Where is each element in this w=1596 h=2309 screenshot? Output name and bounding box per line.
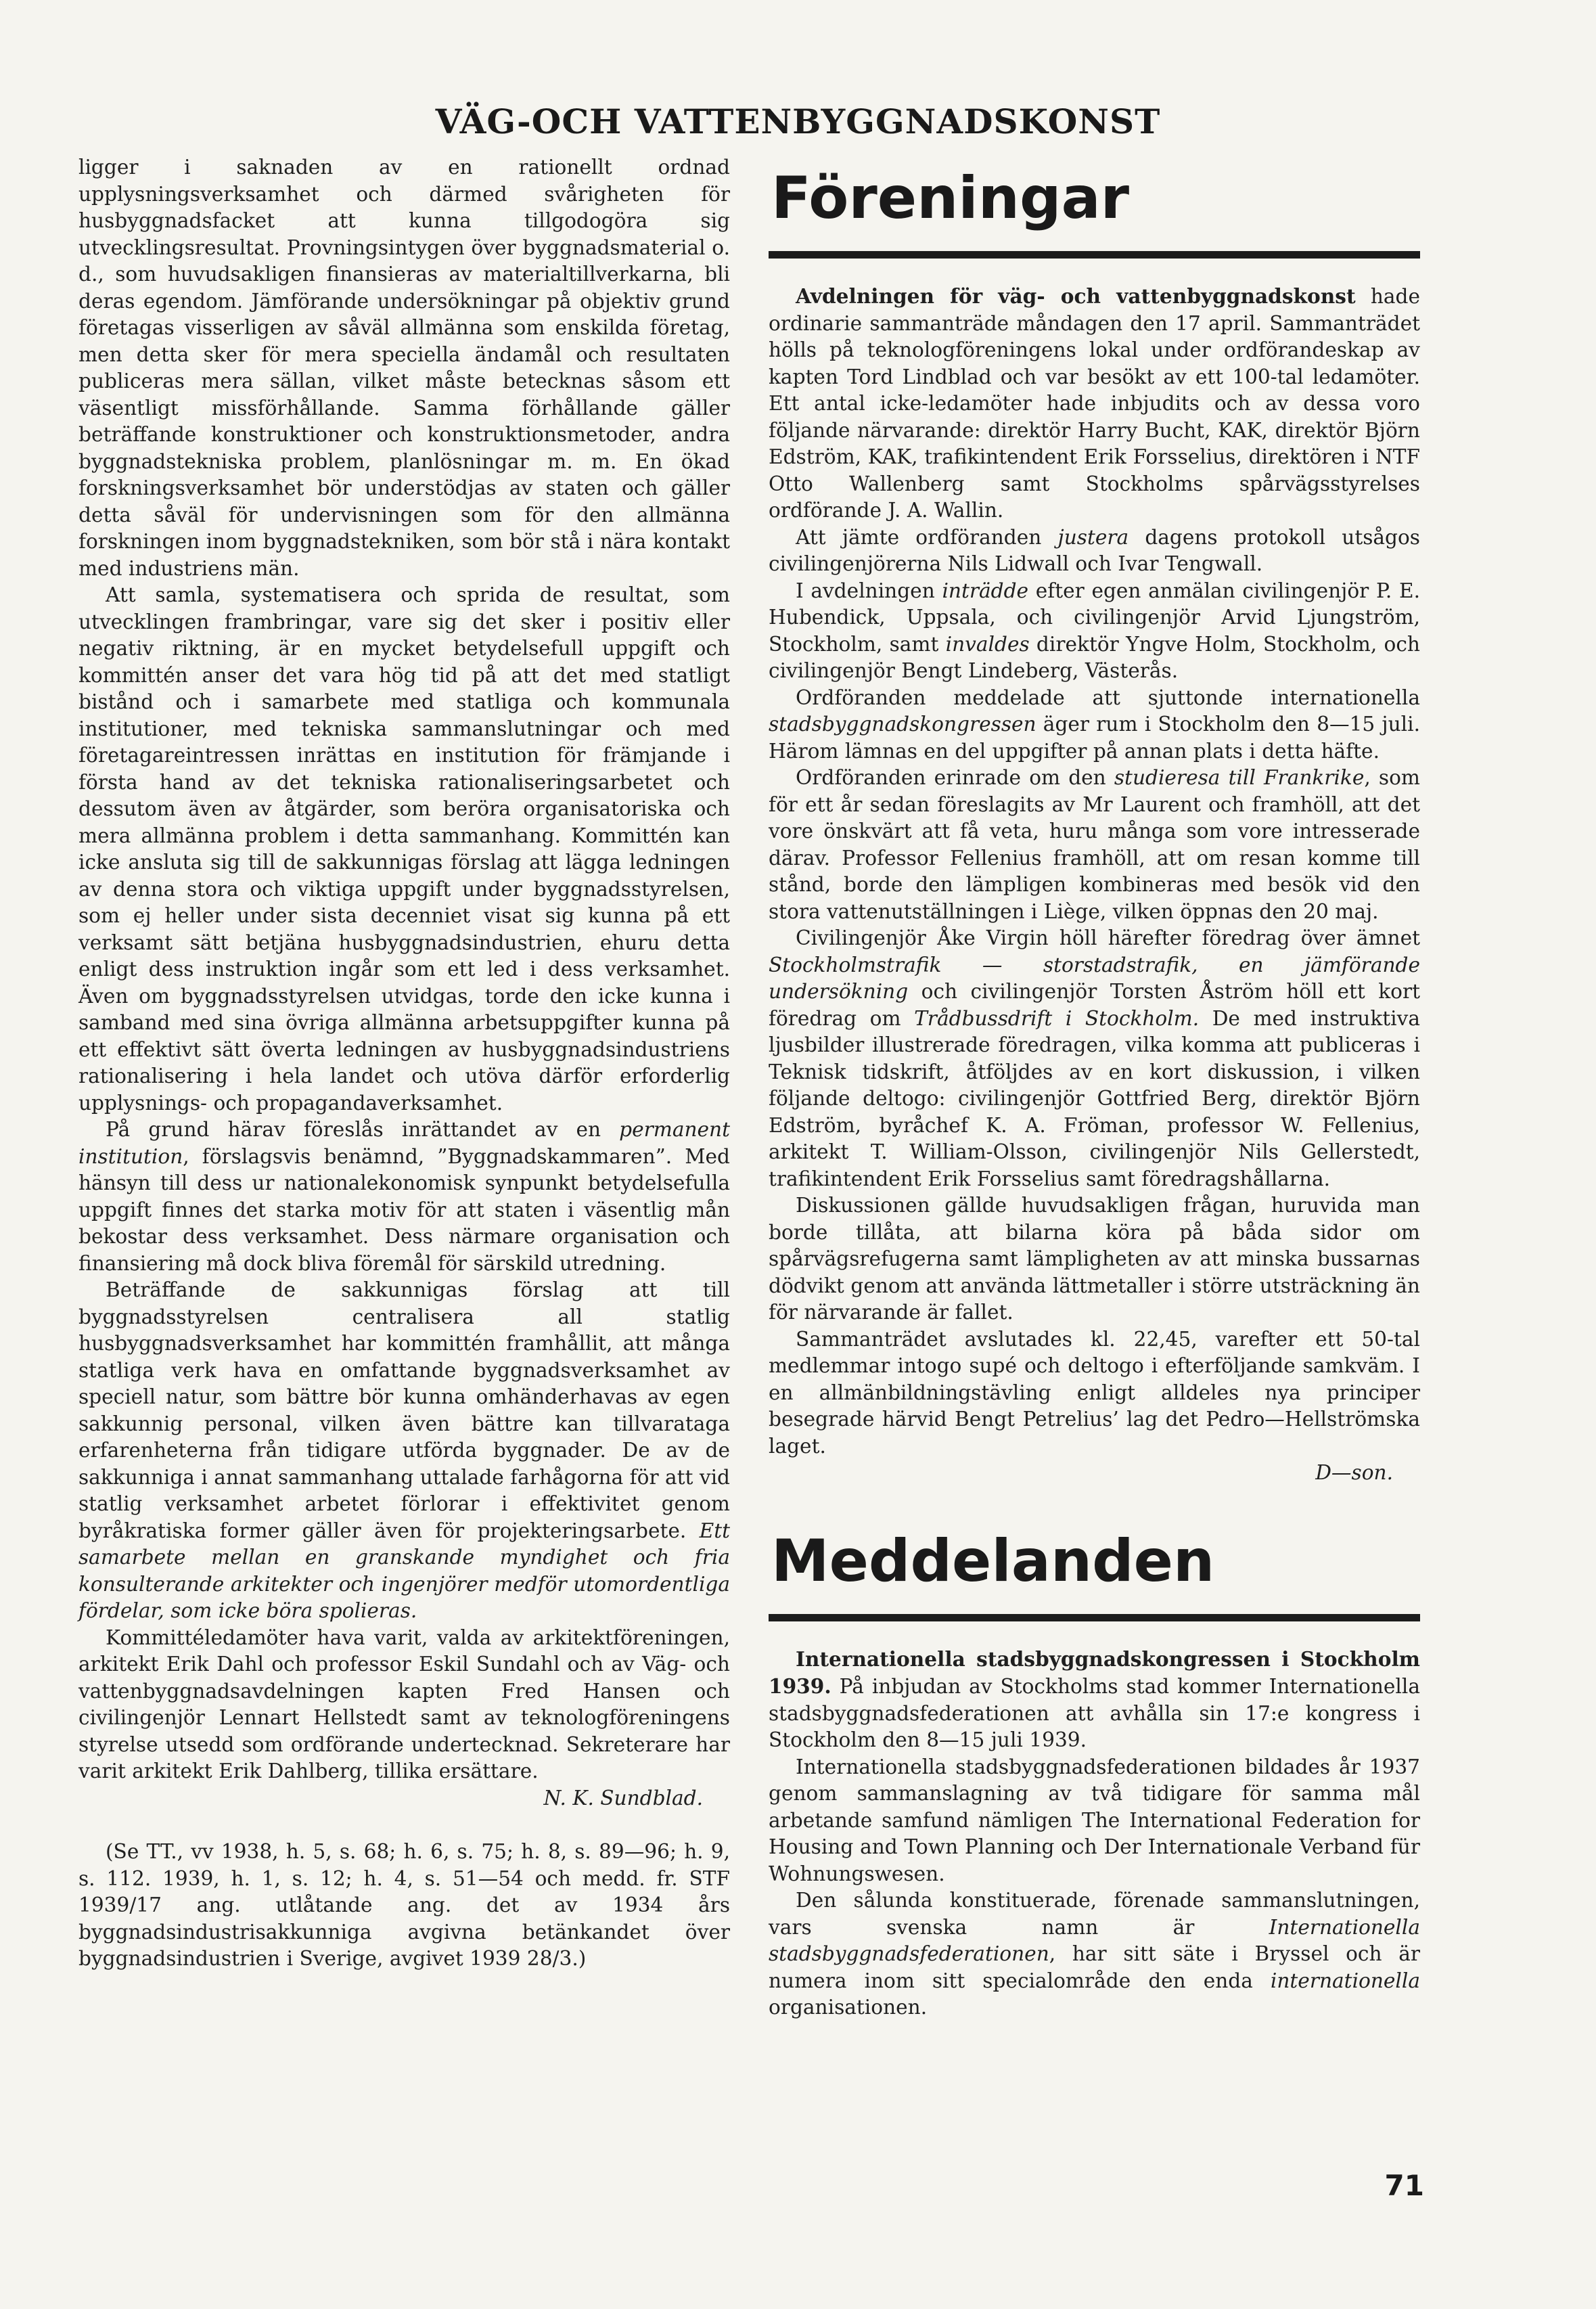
- foreningar-paragraph-6: Civilingenjör Åke Virgin höll härefter föredrag över ämnet Stockholmstrafik — storstadstrafik, en jämförande undersökning och civilingenjör Torsten Åström höll ett kort föredrag om Trådbussdrift i Stockholm. De med instruktiva ljusbilder illustrerade föredragen, vilka komma att publiceras i Teknisk tidskrift, åtföljdes av en kort diskussion, i vilken följande deltogo: civilingenjör Gottfried Berg, direktör Björn Edström, byråchef K. A. Fröman, professor W. Fellenius, arkitekt T. William-Olsson, civilingenjör Nils Gellerstedt, trafikintendent Erik Forsselius samt föredragshållarna.: [769, 926, 1420, 1190]
- foreningar-paragraph-5: Ordföranden erinrade om den studieresa till Frankrike, som för ett år sedan föreslagits av Mr Laurent och framhöll, att det vore önskvärt att få veta, huru många som vore intresserade därav. Professor Fellenius framhöll, att om resan komme till stånd, borde den lämpligen kombineras med besök vid den stora vattenutställningen i Liège, vilken öppnas den 20 maj.: [769, 766, 1420, 923]
- left-paragraph-1: ligger i saknaden av en rationellt ordnad upplysningsverksamhet och därmed svårigheten för husbyggnadsfacket att kunna tillgodogöra sig utvecklingsresultat. Provningsintygen över byggnadsmaterial o. d., som huvudsakligen finansieras av materialtillverkarna, bli deras egendom. Jämförande undersökningar på objektiv grund företagas visserligen av såväl allmänna som enskilda företag, men detta sker för mera speciella ändamål och resultaten publiceras mera sällan, vilket måste betecknas såsom ett väsentligt missförhållande. Samma förhållande gäller beträffande konstruktioner och konstruktionsmetoder, andra byggnadstekniska problem, planlösningar m. m. En ökad forskningsverksamhet bör understödjas av staten och gäller detta såväl för undervisningen som för den allmänna forskningen inom byggnadstekniken, som bör stå i nära kontakt med industriens män.: [78, 156, 730, 580]
- foreningar-paragraph-4: Ordföranden meddelade att sjuttonde internationella stadsbyggnadskongressen äger rum i Stockholm den 8—15 juli. Härom lämnas en del uppgifter på annan plats i detta häfte.: [769, 686, 1420, 763]
- meddelanden-paragraph-3: Den sålunda konstituerade, förenade sammanslutningen, vars svenska namn är Internationella stadsbyggnadsfederationen, har sitt säte i Bryssel och är numera inom sitt specialområde den enda internationella organisationen.: [769, 1889, 1420, 2019]
- meddelanden-paragraph-1: Internationella stadsbyggnadskongressen i Stockholm 1939. På inbjudan av Stockholms stad kommer Internationella stadsbyggnadsfederationen att avhålla sin 17:e kongress i Stockholm den 8—15 juli 1939.: [769, 1646, 1420, 1751]
- foreningar-title: Föreningar: [771, 164, 1130, 232]
- foreningar-signature: D—son.: [1315, 1461, 1393, 1484]
- left-signature: N. K. Sundblad.: [543, 1786, 703, 1810]
- right-column: [769, 164, 1420, 2021]
- meddelanden-title: Meddelanden: [771, 1527, 1215, 1595]
- left-paragraph-2: Att samla, systematisera och sprida de resultat, som utvecklingen frambringar, vare sig det sker i positiv eller negativ riktning, är en mycket betydelsefull uppgift och kommittén anser det vara hög tid på att det med statligt bistånd och i samarbete med statliga och kommunala institutioner, med tekniska sammanslutningar och med företagareintressen inrättas en institution för främjande i första hand av det tekniska rationaliseringsarbetet och dessutom även av åtgärder, som beröra organisatoriska och mera allmänna problem i detta sammanhang. Kommittén kan icke ansluta sig till de sakkunnigas förslag att lägga ledningen av denna stora och viktiga uppgift under byggnadsstyrelsen, som ej heller under sista decenniet visat sig kunna på ett verksamt sätt betjäna husbyggnadsindustrien, ehuru detta enligt dess instruktion ingår som ett led i dess verksamhet. Även om byggnadsstyrelsen utvidgas, torde den icke kunna i samband med sina övriga allmänna arbetsuppgifter kunna på ett effektivt sätt överta ledningen av husbyggnadsindustriens rationalisering i hela landet och utöva därför erforderlig upplysnings- och propagandaverksamhet.: [78, 583, 730, 1115]
- left-paragraph-4: Beträffande de sakkunnigas förslag att till byggnadsstyrelsen centralisera all statlig husbyggnadsverksamhet har kommittén framhållit, att många statliga verk hava en omfattande byggnadsverksamhet av speciell natur, som bättre bör kunna omhänderhavas av egen sakkunnig personal, vilken även bättre kan tillvarataga erfarenheterna från tidigare utförda byggnader. De av de sakkunniga i annat sammanhang uttalade farhågorna för att vid statlig verksamhet arbetet förlorar i effektivitet genom byråkratiska former gäller även för projekteringsarbete. Ett samarbete mellan en granskande myndighet och fria konsulterande arkitekter och ingenjörer medför utomordentliga fördelar, som icke böra spolieras.: [78, 1278, 730, 1622]
- reference-note: (Se TT., vv 1938, h. 5, s. 68; h. 6, s. 75; h. 8, s. 89—96; h. 9, s. 112. 1939, h. 1, s. 12; h. 4, s. 51—54 och medd. fr. STF 1939/17 ang. utlåtande ang. det av 1934 års byggnadsindustrisakkunniga avgivna betänkandet över byggnadsindustrien i Sverige, avgivet 1939 28/3.): [78, 1840, 730, 1970]
- page-number: 71: [1384, 2169, 1424, 2202]
- left-paragraph-5: Kommittéledamöter hava varit, valda av arkitektföreningen, arkitekt Erik Dahl och professor Eskil Sundahl och av Väg- och vattenbyggnadsavdelningen kapten Fred Hansen och civilingenjör Lennart Hellstedt samt av teknologföreningens styrelse utsedd som ordförande undertecknad. Sekreterare har varit arkitekt Erik Dahlberg, tillika ersättare. N. K. Sundblad.: [78, 1625, 730, 1785]
- page-header: VÄG-OCH VATTENBYGGNADSKONST: [435, 102, 1161, 141]
- section-rule: [769, 1614, 1420, 1621]
- left-column: [78, 154, 730, 1973]
- section-rule: [769, 251, 1420, 259]
- meddelanden-paragraph-2: Internationella stadsbyggnadsfederationen bildades år 1937 genom sammanslagning av två tidigare för samma mål arbetande samfund nämligen The International Federation for Housing and Town Planning och Der Internationale Verband für Wohnungswesen.: [769, 1755, 1420, 1885]
- meddelanden-section: [769, 1527, 1420, 2021]
- foreningar-paragraph-2: Att jämte ordföranden justera dagens protokoll utsågos civilingenjörerna Nils Lidwall och Ivar Tengwall.: [769, 525, 1420, 575]
- foreningar-section: [769, 164, 1420, 1487]
- foreningar-paragraph-1: Avdelningen för väg- och vattenbyggnadskonst hade ordinarie sammanträde måndagen den 17 april. Sammanträdet hölls på teknologföreningens lokal under ordförandeskap av kapten Tord Lindblad och var besökt av ett 100-tal ledamöter. Ett antal icke-ledamöter hade inbjudits och av dessa voro följande närvarande: direktör Harry Bucht, KAK, direktör Björn Edström, KAK, trafikintendent Erik Forsselius, direktören i NTF Otto Wallenberg samt Stockholms spårvägsstyrelses ordförande J. A. Wallin.: [769, 284, 1420, 522]
- foreningar-paragraph-7: Diskussionen gällde huvudsakligen frågan, huruvida man borde tillåta, att bilarna köra på båda sidor om spårvägsrefugerna samt lämpligheten av att minska bussarnas dödvikt genom att använda lättmetaller i större utsträckning än för närvarande är fallet.: [769, 1194, 1420, 1324]
- foreningar-paragraph-3: I avdelningen inträdde efter egen anmälan civilingenjör P. E. Hubendick, Uppsala, och civilingenjör Arvid Ljungström, Stockholm, samt invaldes direktör Yngve Holm, Stockholm, och civilingenjör Bengt Lindeberg, Västerås.: [769, 579, 1420, 682]
- foreningar-paragraph-8: Sammanträdet avslutades kl. 22,45, varefter ett 50-tal medlemmar intogo supé och deltogo i efterföljande samkväm. I en allmänbildningstävling enligt alldeles nya principer besegrade härvid Bengt Petrelius’ lag det Pedro—Hellströmska laget.: [769, 1327, 1420, 1458]
- left-paragraph-3: På grund härav föreslås inrättandet av en permanent institution, förslagsvis benämnd, ”Byggnadskammaren”. Med hänsyn till dess ur nationalekonomisk synpunkt betydelsefulla uppgift finnes det starka motiv för att staten i väsentlig mån bekostar dess verksamhet. Dess närmare organisation och finansiering må dock bliva föremål för särskild utredning.: [78, 1118, 730, 1275]
